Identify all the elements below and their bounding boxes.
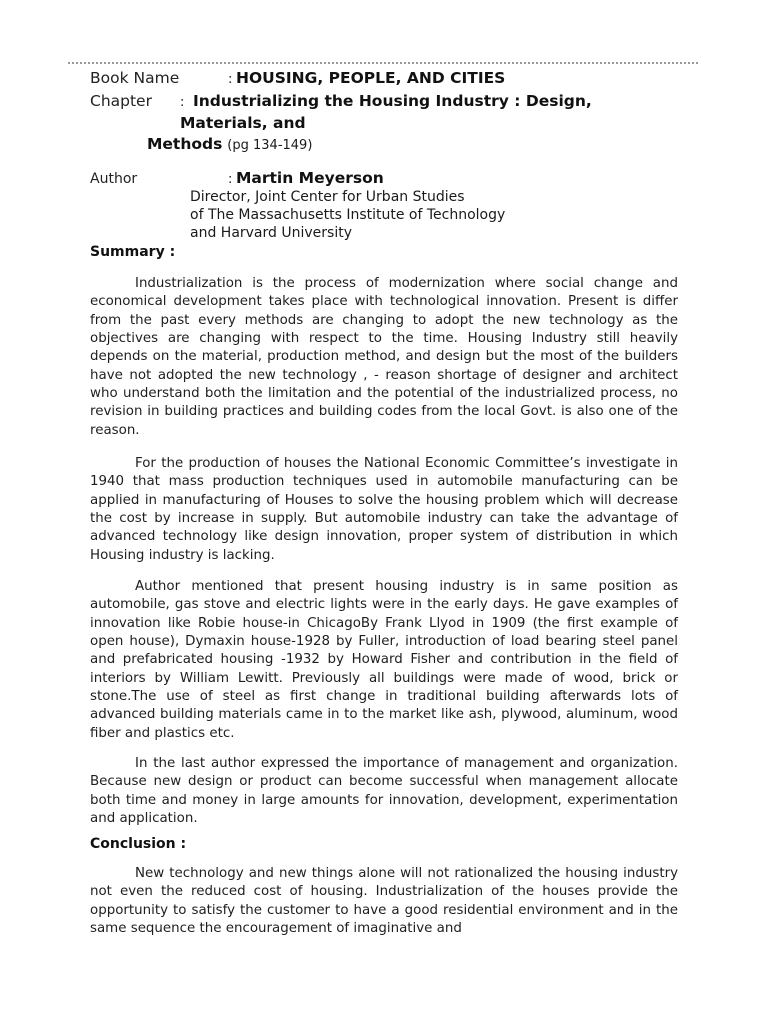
author-label: Author — [90, 171, 138, 187]
summary-paragraph: Author mentioned that present housing industry is in same position as automobile, gas stove and electric lights were in the early days. He gave examples of innovation like Robie house-in ChicagoBy Frank Llyod in 1909 (the first example of open house), Dymaxin house-1928 by Fuller, introduction of load bearing steel panel and prefabricated housing -1932 by Howard Fisher and contribution in the field of interiors by William Lewitt. Previously all buildings were made of wood, brick or stone.The use of steel as first change in traditional building afterwards lots of advanced building materials came in to the market like ash, plywood, aluminum, wood fiber and plastics etc. — [90, 579, 678, 741]
book-name-value: HOUSING, PEOPLE, AND CITIES — [236, 69, 506, 87]
author-separator: : — [228, 172, 233, 187]
chapter-title-line1: Industrializing the Housing Industry : Design, — [193, 92, 592, 110]
conclusion-heading: Conclusion : — [90, 836, 187, 852]
author-name: Martin Meyerson — [236, 169, 384, 187]
summary-paragraph: In the last author expressed the importance of management and organization. Because new design or product can become successful when management allocate both time and money in large amounts for innovation, development, experimentation and application. — [90, 756, 678, 827]
chapter-line2-row — [180, 112, 306, 134]
book-name-separator: : — [228, 72, 233, 87]
book-name-row — [90, 67, 505, 91]
conclusion-paragraph: New technology and new things alone will not rationalized the housing industry not even the reduced cost of housing. Industrialization of the houses provide the opportunity to satisfy the customer to have a good residential environment and in the same sequence the encouragement of imaginative and — [90, 866, 678, 937]
affiliation-line: and Harvard University — [190, 225, 352, 241]
chapter-label: Chapter — [90, 92, 152, 110]
chapter-pages: (pg 134-149) — [227, 138, 313, 153]
book-name-label: Book Name — [90, 69, 180, 87]
top-dotted-rule — [68, 62, 698, 64]
chapter-title-line3: Methods — [147, 135, 223, 153]
summary-paragraph: Industrialization is the process of modernization where social change and economical development takes place with technological innovation. Present is differ from the past every methods are changing to adopt the new technology as the objectives are changing with respect to the time. Housing Industry still heavily depends on the material, production method, and design but the most of the builders have not adopted the new technology , - reason shortage of designer and architect who understand both the limitation and the potential of the industrialized process, no revision in building practices and building codes from the local Govt. is also one of the reason. — [90, 276, 678, 438]
chapter-row — [90, 90, 592, 114]
summary-heading: Summary : — [90, 244, 176, 260]
chapter-separator: : — [180, 95, 185, 110]
chapter-title-line2: Materials, and — [180, 114, 306, 132]
summary-paragraph: For the production of houses the National Economic Committee’s investigate in 1940 that mass production techniques used in automobile manufacturing can be applied in manufacturing of Houses to solve the housing problem which will decrease the cost by increase in supply. But automobile industry can take the advantage of advanced technology like design innovation, proper system of distribution in which Housing industry is lacking. — [90, 456, 678, 563]
affiliation-line: Director, Joint Center for Urban Studies — [190, 189, 465, 205]
chapter-line3-row — [147, 133, 312, 157]
affiliation-line: of The Massachusetts Institute of Technology — [190, 207, 506, 223]
